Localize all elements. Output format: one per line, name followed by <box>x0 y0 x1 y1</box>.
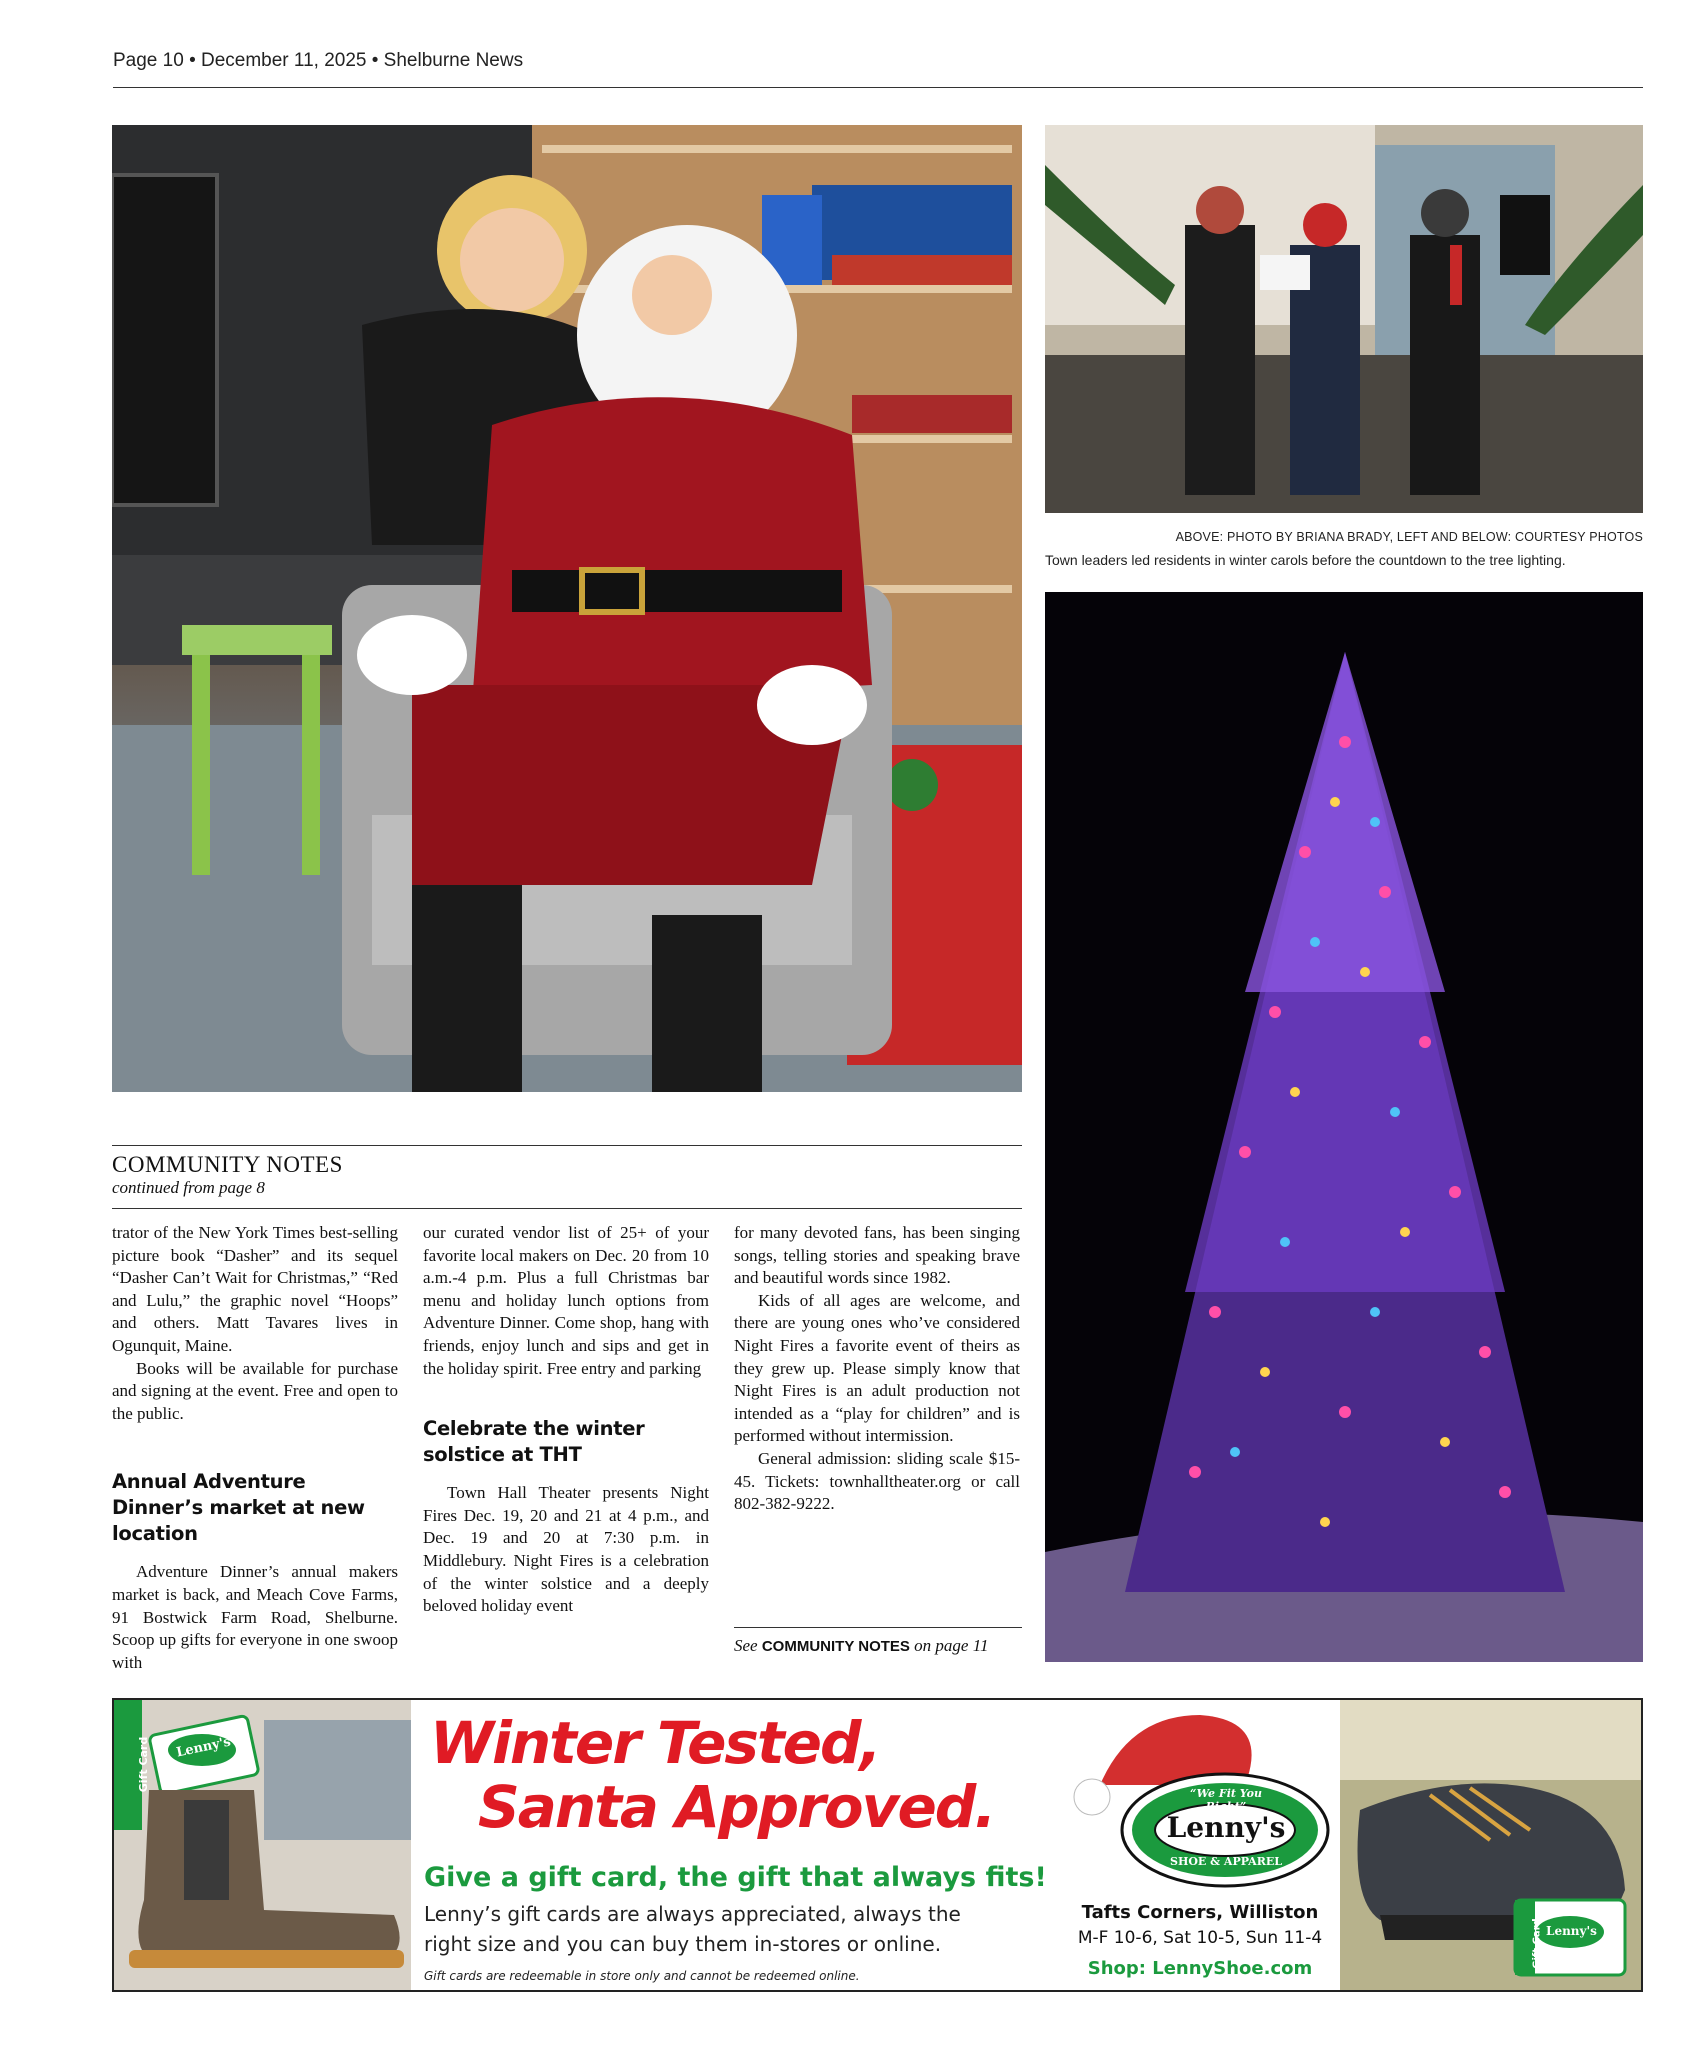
see-prefix: See <box>734 1636 758 1655</box>
col2-paragraph-2: Town Hall Theater presents Night Fires Dec. 19, 20 and 21 at 4 p.m., and Dec. 19 and 20 at 7:30 p.m. in Middlebury. Night Fires is a celebration of the winter solstice and a deeply beloved holiday event <box>423 1483 709 1616</box>
ad-headline-1: Winter Tested, <box>430 1709 880 1777</box>
col3-paragraph-1: for many devoted fans, has been singing songs, telling stories and speaking brave and beautiful words since 1982. <box>734 1223 1020 1288</box>
logo-tagline: “We Fit You Right” <box>1189 1787 1263 1813</box>
store-location: Tafts Corners, Williston <box>1081 1902 1319 1923</box>
col1-paragraph-3: Adventure Dinner’s annual makers market is back, and Meach Cove Farms, 91 Bostwick Farm Road, Shelburne. Scoop up gifts for everyone in one swoop with <box>112 1562 398 1672</box>
gift-card-label-left: Gift Card <box>137 1736 151 1793</box>
gift-card-label-right: Gift Card <box>1531 1918 1543 1969</box>
see-section: COMMUNITY NOTES <box>761 1638 910 1655</box>
community-notes-title: COMMUNITY NOTES <box>112 1152 343 1177</box>
gift-card-logo-left: Lenny's <box>175 1734 233 1761</box>
lennys-logo <box>1070 1705 1330 1890</box>
ad-body-line-2: right size and you can buy them in-stores or online. <box>424 1932 942 1956</box>
photo-caption: Town leaders led residents in winter carols before the countdown to the tree lighting. <box>1045 552 1566 568</box>
community-notes-bottom-rule <box>112 1208 1022 1209</box>
christmas-tree-photo <box>1045 592 1643 1662</box>
see-line-rule <box>734 1627 1022 1628</box>
col3-paragraph-3: General admission: sliding scale $15-45. Tickets: townhalltheater.org or call 802-382-9222. <box>734 1448 1020 1514</box>
caroling-photo-illustration <box>1045 125 1643 513</box>
ad-fine-print: Gift cards are redeemable in store only and cannot be redeemed online. <box>424 1969 860 1983</box>
santa-photo-illustration <box>112 125 1022 1092</box>
christmas-tree-illustration <box>1045 592 1643 1662</box>
hiking-shoe-illustration <box>1340 1700 1641 1990</box>
column-2 <box>423 1222 709 1618</box>
store-hours: M-F 10-6, Sat 10-5, Sun 11-4 <box>1077 1928 1323 1948</box>
community-notes-continued: continued from page 8 <box>112 1178 265 1197</box>
page-folio: Page 10 • December 11, 2025 • Shelburne News <box>113 50 524 71</box>
column-3 <box>734 1222 1020 1516</box>
col1-paragraph-2: Books will be available for purchase and signing at the event. Free and open to the public. <box>112 1358 398 1423</box>
logo-name: Lenny's <box>1166 1811 1286 1844</box>
winter-solstice-headline: Celebrate the winter solstice at THT <box>423 1417 645 1467</box>
see-community-notes-jump[interactable] <box>734 1636 1022 1656</box>
ad-headline-2: Santa Approved. <box>478 1773 995 1841</box>
ad-boot-photo <box>114 1700 411 1990</box>
col3-paragraph-2: Kids of all ages are welcome, and there are young ones who’ve considered Night Fires a favorite event of theirs as they grew up. Please simply know that Night Fires is an adult production not intended as a “play for children” and is performed without intermission. <box>734 1290 1020 1446</box>
gift-card-logo-right: Lenny's <box>1546 1924 1597 1938</box>
logo-subtitle: SHOE & APPAREL <box>1170 1855 1282 1868</box>
photo-credit: ABOVE: PHOTO BY BRIANA BRADY, LEFT AND BELOW: COURTESY PHOTOS <box>1175 530 1643 544</box>
ad-body-line-1: Lenny’s gift cards are always appreciated, always the <box>424 1902 961 1926</box>
col2-paragraph-1: our curated vendor list of 25+ of your favorite local makers on Dec. 20 from 10 a.m.-4 p.m. Plus a full Christmas bar menu and holiday lunch options from Adventure Dinner. Come shop, hang with friends, enjoy lunch and sips and get in the holiday spirit. Free entry and parking <box>423 1223 709 1378</box>
header-rule <box>113 87 1643 88</box>
santa-photo <box>112 125 1022 1092</box>
community-notes-top-rule <box>112 1145 1022 1146</box>
ad-subhead: Give a gift card, the gift that always fits! <box>424 1862 1047 1893</box>
boot-illustration <box>114 1700 411 1990</box>
caroling-photo <box>1045 125 1643 513</box>
column-1 <box>112 1222 398 1674</box>
col1-paragraph-1: trator of the New York Times best-selling picture book “Dasher” and its sequel “Dasher Can’t Wait for Christmas,” “Red and Lulu,” the graphic novel “Hoops” and others. Matt Tavares lives in Ogunquit, Maine. <box>112 1223 398 1355</box>
ad-shoe-photo <box>1340 1700 1641 1990</box>
adventure-dinner-headline: Annual Adventure Dinner’s market at new location <box>112 1470 365 1546</box>
shop-link[interactable]: Shop: LennyShoe.com <box>1087 1958 1313 1979</box>
see-suffix: on page 11 <box>914 1636 989 1655</box>
